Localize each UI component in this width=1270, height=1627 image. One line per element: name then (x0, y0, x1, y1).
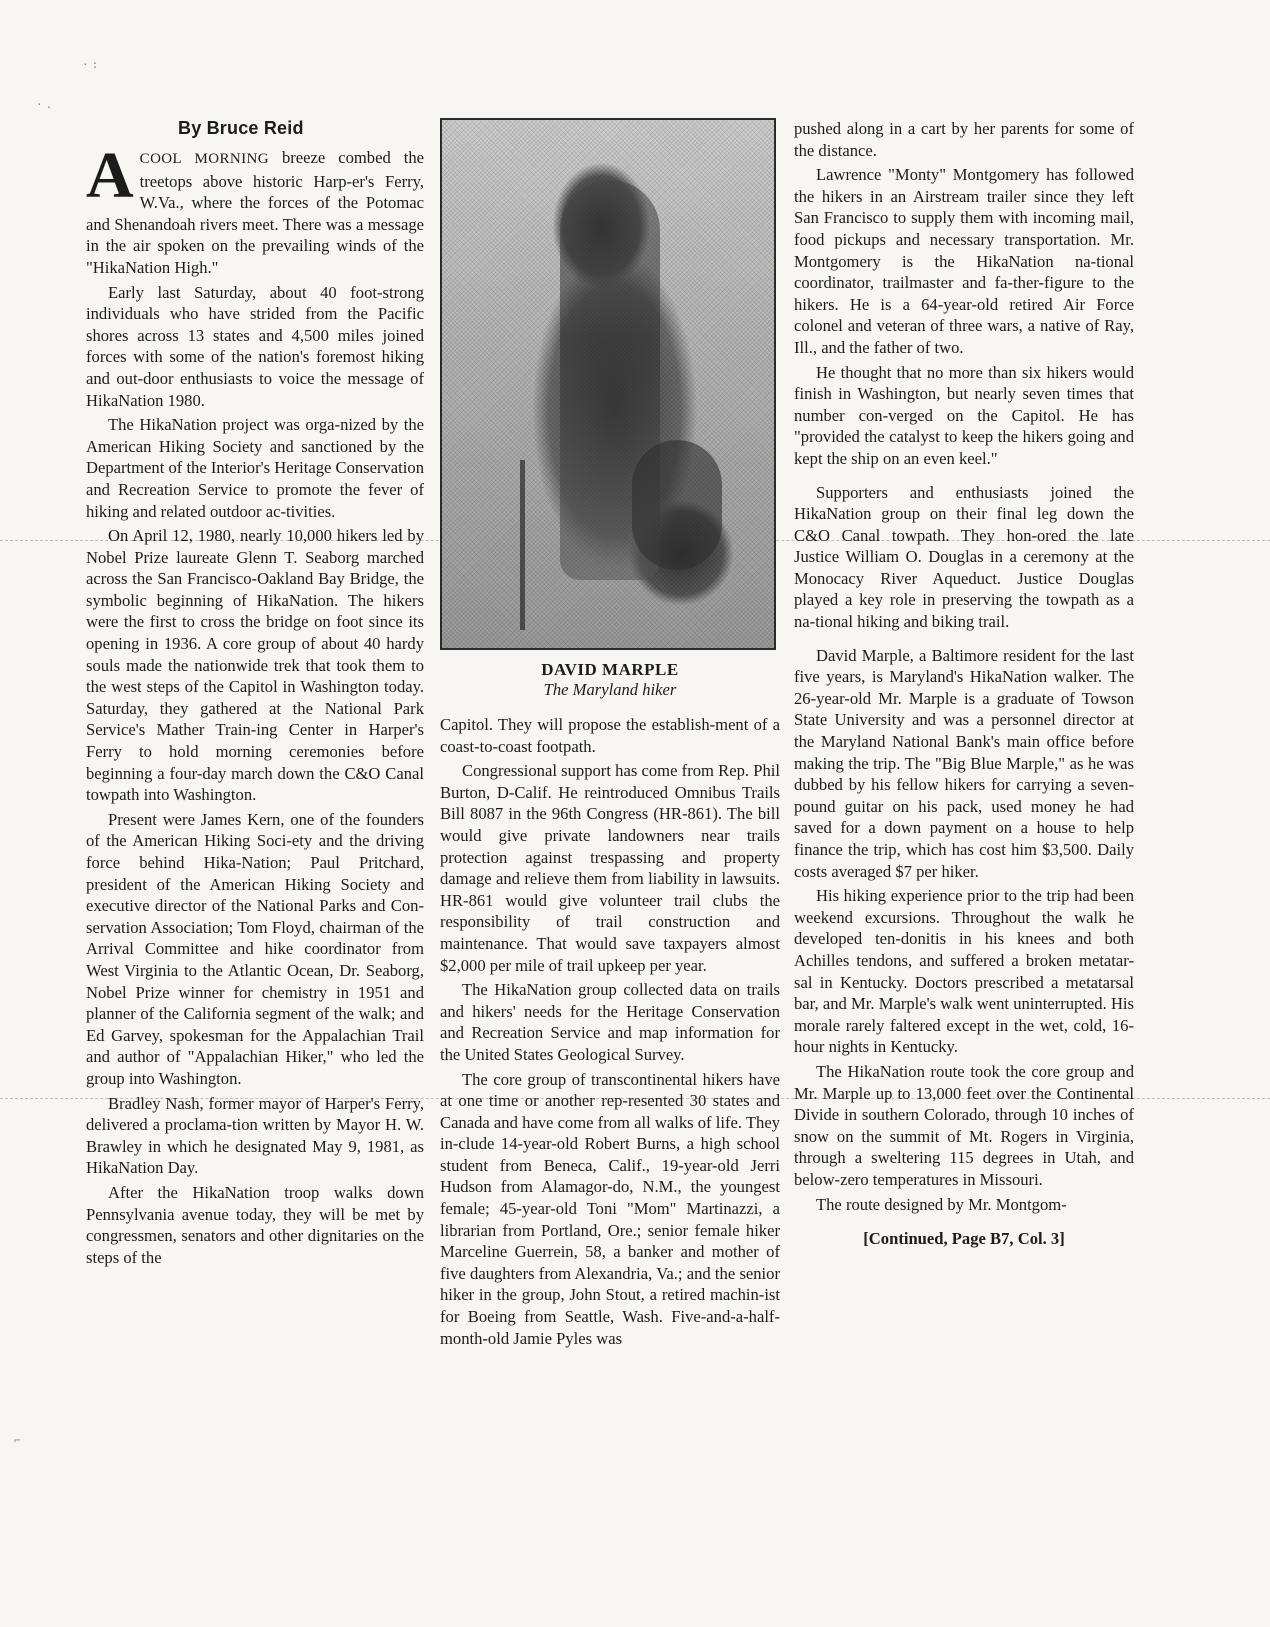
paragraph: The route designed by Mr. Montgom- (816, 1194, 1067, 1214)
byline: By Bruce Reid (178, 118, 304, 138)
paragraph: On April 12, 1980, nearly 10,000 hikers led by Nobel Prize laureate Glenn T. Seaborg marched across the San Francisco-Oakland Bay Bridge, the symbolic beginning of HikaNation. The hikers were the first to cross the bridge on foot since its opening in 1936. A core group of about 40 hardy souls made the nationwide trek that took them to the west steps of the Capitol in Washington today. Saturday, they gathered at the National Park Service's Mather Train-ing Center in Harper's Ferry to hold morning ceremonies before beginning a four-day march down the C&O Canal towpath into Washington. (86, 526, 424, 805)
paragraph: David Marple, a Baltimore resident for the last five years, is Maryland's HikaNation walker. The 26-year-old Mr. Marple is a graduate of Towson State University and was a personnel director at the Maryland National Bank's main office before making the trip. The "Big Blue Marple," as he was dubbed by his fellow hikers for carrying a seven-pound guitar on his pack, used money he had saved for a down payment on a house to help finance the trip, which has cost him $3,500. Daily costs averaged $7 per hiker. (794, 645, 1134, 881)
article-column-1 (86, 118, 424, 1271)
scan-speck: ·. (36, 98, 56, 111)
paragraph: The HikaNation project was orga-nized by the American Hiking Society and sanctioned by the Department of the Interior's Heritage Conservation and Recreation Service to promote the fever of hiking and related outdoor ac-tivities. (86, 415, 424, 521)
paragraph: Supporters and enthusiasts joined the HikaNation group on their final leg down the C&O Canal towpath. They hon-ored the late Justice William O. Douglas in a ceremony at the Monocacy River Aqueduct. Justice Douglas played a key role in preserving the towpath as a na-tional hiking and biking trail. (794, 482, 1134, 632)
paragraph: He thought that no more than six hikers would finish in Washington, but nearly seven times that number con-verged on the Capitol. He has "provided the catalyst to keep the hikers going and kept the ship on an even keel." (794, 362, 1134, 468)
article-column-2 (440, 118, 780, 1352)
photo-caption-subtitle: The Maryland hiker (543, 680, 677, 699)
continued-notice: [Continued, Page B7, Col. 3] (863, 1229, 1065, 1249)
photo-caption-name: DAVID MARPLE (541, 660, 679, 679)
paragraph: pushed along in a cart by her parents for some of the distance. (794, 119, 1134, 160)
paragraph: Early last Saturday, about 40 foot-strong individuals who have strided from the Pacific shores across 13 states and 4,500 miles joined forces with some of the nation's foremost hiking and out-door enthusiasts to voice the message of HikaNation 1980. (86, 282, 424, 410)
paragraph: The HikaNation group collected data on trails and hikers' needs for the Heritage Conservation and Recreation Service and map information for the United States Geological Survey. (440, 980, 780, 1064)
paragraph: The core group of transcontinental hikers have at one time or another rep-resented 30 states and Canada and have come from all walks of life. They in-clude 14-year-old Robert Burns, a high school student from Beneca, Calif., 19-year-old Jerri Hudson from Alamagor-do, N.M., the youngest female; 45-year-old Toni "Mom" Martinazzi, a librarian from Portland, Ore.; senior female hiker Marceline Guerrein, 58, a banker and mother of five daughters from Alexandria, Va.; and the senior hiker in the group, John Stout, a retired machin-ist for Boeing from Seattle, Wash. Five-and-a-half-month-old Jamie Pyles was (440, 1069, 780, 1348)
paragraph: Capitol. They will propose the establish-ment of a coast-to-coast footpath. (440, 715, 780, 756)
drop-cap: A (86, 139, 134, 212)
photo-walking-stick (520, 460, 525, 630)
paragraph: Present were James Kern, one of the founders of the American Hiking Soci-ety and the driving force behind Hika-Nation; Paul Pritchard, president of the American Hiking Society and executive director of the National Parks and Con-servation Association; Tom Floyd, chairman of the Arrival Committee and hike coordinator from West Virginia to the Atlantic Ocean, Dr. Seaborg, Nobel Prize winner for chemistry in 1951 and planner of the California segment of the walk; and Ed Garvey, spokesman for the Appalachian Trail and author of "Appalachian Hiker," who led the group into Washington. (86, 809, 424, 1088)
article-column-3 (794, 118, 1134, 1249)
paragraph: Congressional support has come from Rep. Phil Burton, D-Calif. He reintroduced Omnibus Trails Bill 8087 in the 96th Congress (HR-861). The bill would give private landowners near trails protection against trespassing and property damage and relieve them from liability in lawsuits. HR-861 would give volunteer trail clubs the responsibility of trail construction and maintenance. That would save taxpayers almost $2,000 per mile of trail upkeep per year. (440, 761, 780, 975)
paragraph: After the HikaNation troop walks down Pennsylvania avenue today, they will be met by congressmen, senators and other dignitaries on the steps of the (86, 1182, 424, 1267)
scan-speck: ·: (82, 58, 102, 71)
lead-caps: COOL MORNING (139, 151, 269, 167)
lead-text: breeze combed the treetops above historic Harp-er's Ferry, W.Va., where the forces of the Potomac and Shenandoah rivers meet. There was a message in the air spoken on the prevailing winds of the "HikaNation High." (86, 148, 425, 277)
paragraph: Lawrence "Monty" Montgomery has followed the hikers in an Airstream trailer since they left San Francisco to supply them with incoming mail, food pickups and necessary transportation. Mr. Montgomery is the HikaNation na-tional coordinator, trailmaster and fa-ther-figure to the hikers. He is a 64-year-old retired Air Force colonel and veteran of three wars, a native of Ray, Ill., and the father of two. (794, 165, 1134, 357)
lead-paragraph (86, 139, 425, 279)
paragraph: Bradley Nash, former mayor of Harper's Ferry, delivered a proclama-tion written by Mayor H. W. Brawley in which he designated May 9, 1981, as HikaNation Day. (86, 1093, 424, 1178)
hiker-photo (440, 118, 776, 650)
paragraph: The HikaNation route took the core group and Mr. Marple up to 13,000 feet over the Continental Divide in southern Colorado, through 10 inches of snow on the summit of Mt. Rogers in Virginia, through a sweltering 115 degrees in Utah, and below-zero temperatures in Missouri. (794, 1061, 1134, 1189)
paragraph: His hiking experience prior to the trip had been weekend excursions. Throughout the walk he developed ten-donitis in his knees and both Achilles tendons, and suffered a broken metatar-sal in Kentucky. Doctors prescribed a metatarsal bar, and Mr. Marple's walk went uninterrupted. His morale rarely faltered except in the wet, cold, 16-hour nights in Kentucky. (794, 886, 1134, 1057)
scan-speck: ⌐ (14, 1434, 24, 1447)
photo-backpack (632, 440, 722, 570)
